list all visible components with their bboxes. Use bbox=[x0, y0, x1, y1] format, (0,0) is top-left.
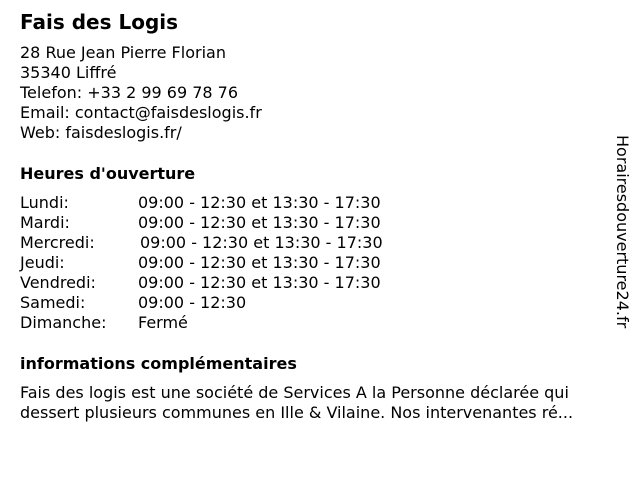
contact-block bbox=[20, 43, 262, 143]
additional-info-text bbox=[20, 383, 626, 423]
hours-time: 09:00 - 12:30 et 13:30 - 17:30 bbox=[138, 253, 381, 272]
hours-day: Samedi: bbox=[20, 293, 86, 312]
hours-day: Lundi: bbox=[20, 193, 69, 212]
hours-day: Mardi: bbox=[20, 213, 70, 232]
hours-day: Mercredi: bbox=[20, 233, 95, 252]
hours-day: Dimanche: bbox=[20, 313, 107, 332]
hours-time: Fermé bbox=[138, 313, 188, 332]
hours-day: Jeudi: bbox=[20, 253, 65, 272]
email-line: Email: contact@faisdeslogis.fr bbox=[20, 103, 262, 122]
opening-hours-heading: Heures d'ouverture bbox=[20, 164, 196, 183]
hours-day: Vendredi: bbox=[20, 273, 96, 292]
hours-time: 09:00 - 12:30 et 13:30 - 17:30 bbox=[140, 233, 383, 252]
hours-time: 09:00 - 12:30 et 13:30 - 17:30 bbox=[138, 273, 381, 292]
info-line-1: Fais des logis est une société de Services A la Personne déclarée qui bbox=[20, 383, 569, 402]
hours-time: 09:00 - 12:30 et 13:30 - 17:30 bbox=[138, 213, 381, 232]
phone-line: Telefon: +33 2 99 69 78 76 bbox=[20, 83, 239, 102]
web-line: Web: faisdeslogis.fr/ bbox=[20, 123, 182, 142]
address-line-street: 28 Rue Jean Pierre Florian bbox=[20, 43, 226, 62]
site-watermark: Horairesdouverture24.fr bbox=[613, 135, 632, 329]
hours-time: 09:00 - 12:30 et 13:30 - 17:30 bbox=[138, 193, 381, 212]
address-line-city: 35340 Liffré bbox=[20, 63, 117, 82]
hours-time: 09:00 - 12:30 bbox=[138, 293, 247, 312]
info-line-2: dessert plusieurs communes en Ille & Vilaine. Nos intervenantes ré... bbox=[20, 403, 574, 422]
additional-info-heading: informations complémentaires bbox=[20, 354, 297, 373]
business-name: Fais des Logis bbox=[20, 10, 179, 34]
